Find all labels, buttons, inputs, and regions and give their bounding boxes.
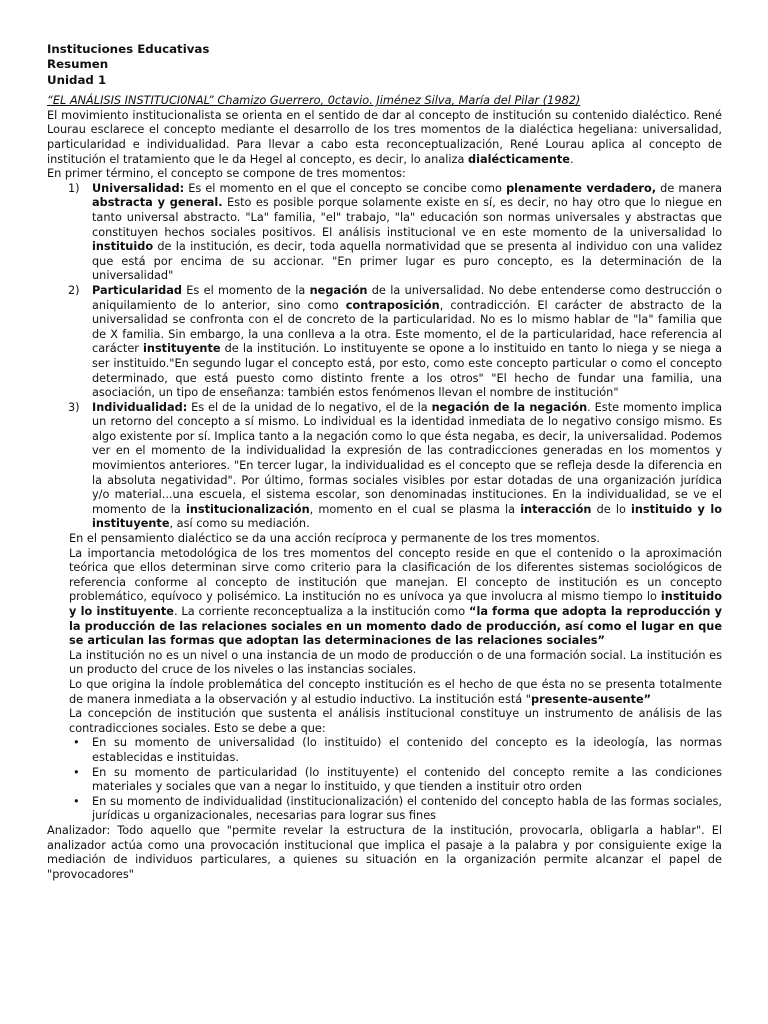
list-item-text: En su momento de individualidad (institucionalización) el contenido del concepto habla de las formas sociales, jurídicas u organizacionales, necesarias para lograr sus fines: [92, 794, 722, 823]
moment-title: Universalidad:: [92, 181, 185, 195]
moment-bold: interacción: [520, 502, 592, 516]
document-type: Resumen: [47, 57, 109, 72]
moment-text: de manera: [656, 181, 722, 195]
moment-number: 1): [68, 181, 80, 195]
origin-text: Lo que origina la índole problemática del concepto institución es el hecho de que ésta no se presenta totalmente de manera inmediata a la observación y al estudio inductivo. La institución está ": [69, 677, 722, 706]
list-item: [47, 736, 722, 765]
moment-text: Esto es posible porque solamente existe en sí, es decir, no hay otro que lo niegue en tanto universal abstracto. "La" familia, "el" trabajo, "la" educación son normas universales y abstractas que constituyen hechos sociales positivos. El análisis institucional ve en este momento de la universalidad lo: [92, 196, 723, 239]
moment-bold: institucionalización: [185, 502, 310, 516]
importance-quote: “la forma que adopta la reproducción y la producción de las relaciones sociales en un momento dado de producción, así como el lugar en que se articulan las formas que adoptan las determinaciones de las relaciones sociales”: [69, 605, 722, 648]
moment-bold: instituido: [92, 240, 154, 254]
moment-text: de la institución, es decir, toda aquella normatividad que se presenta al individuo con una validez que está por encima de su accionar. "En primer lugar es puro concepto, es la determinación de la universalidad": [92, 240, 722, 283]
moment-text: de lo: [591, 502, 631, 516]
moment-bold: negación de la negación: [431, 400, 588, 414]
moment-text: Es el momento de la: [181, 283, 310, 297]
moment-text: Es el momento en el que el concepto se concibe como: [184, 181, 507, 195]
origin-bold: presente-ausente”: [530, 692, 652, 706]
list-item-text: En su momento de universalidad (lo instituido) el contenido del concepto es la ideología, las normas establecidas e instituidas.: [92, 736, 722, 764]
level-paragraph: La institución no es un nivel o una instancia de un modo de producción o de una formación social. La institución es un producto del cruce de los niveles o las instancias sociales.: [69, 648, 722, 677]
course-title: Instituciones Educativas: [47, 42, 210, 56]
moment-text: , así como su mediación.: [169, 517, 310, 531]
moment-text: . Este momento implica un retorno del concepto a sí mismo. Lo individual es la identidad inmediata de lo negativo consigo mismo. Es algo existente por sí. Implica tanto a la negación como lo que ésta negaba, es decir, la universalidad. Podemos ver en el momento de la individualidad la expresión de las contradicciones generadas en los momentos y movimientos anteriores. "En tercer lugar, la individualidad es el concepto que se refleja desde la diferencia en la absoluta negatividad". Por último, formas sociales visibles por estar dotadas de una organización jurídica y/o material...una escuela, el sistema escolar, son denominadas instituciones. En la individualidad, se ve el momento de la: [92, 400, 722, 516]
moment-text: de la universalidad. No debe entenderse como destrucción o aniquilamiento de lo anterior, sino como: [92, 283, 723, 312]
moment-bold: contraposición: [345, 298, 440, 312]
origin-paragraph: [47, 678, 722, 707]
moments-list: [47, 182, 722, 532]
bullet-icon: •: [73, 736, 80, 750]
aspects-list: [47, 736, 722, 824]
moment-title: Individualidad:: [92, 400, 188, 414]
moment-bold: negación: [309, 283, 368, 297]
intro-paragraph: [47, 109, 722, 167]
bullet-icon: •: [73, 765, 80, 779]
moment-bold: instituido y lo instituyente: [92, 502, 723, 531]
moment-universalidad: [47, 182, 722, 284]
unit-label: Unidad 1: [47, 72, 107, 87]
importance-text: . La corriente reconceptualiza a la institución como: [173, 605, 470, 618]
list-item: [47, 766, 722, 795]
list-item-text: En su momento de particularidad (lo instituyente) el contenido del concepto remite a las condiciones materiales y sociales que van a negar lo instituido, y que tienden a instituir otro orden: [92, 765, 722, 794]
moment-text: de la institución. Lo instituyente se opone a lo instituido en tanto lo niega y se niega a ser instituido."En segundo lugar el concepto está, por esto, como este concepto particular o como el concepto determinado, que está puesto como distinto frente a los otros" "El hecho de fundar una familia, una asociación, un tipo de enseñanza: también estos fenómenos llevan el nombre de institución": [92, 342, 722, 400]
importance-paragraph: [47, 547, 722, 649]
moments-intro: En primer término, el concepto se compone de tres momentos:: [47, 167, 406, 181]
moment-title: Particularidad: [92, 283, 182, 297]
moment-number: 3): [68, 400, 80, 414]
importance-bold: instituido y lo instituyente: [69, 590, 722, 618]
dialectic-paragraph: En el pensamiento dialéctico se da una acción recíproca y permanente de los tres momentos.: [69, 532, 600, 546]
moment-text: , momento en el cual se plasma la: [309, 502, 521, 516]
source-citation: “EL ANÁLISIS INSTITUCI0NAL” Chamizo Guerrero, 0ctavio. Jiménez Silva, María del Pilar (1982): [47, 94, 581, 108]
bullet-icon: •: [73, 794, 80, 808]
moment-particularidad: [47, 284, 722, 401]
intro-text: El movimiento institucionalista se orienta en el sentido de dar al concepto de institución su contenido dialéctico. René Lourau esclarece el concepto mediante el desarrollo de los tres momentos de la dialéctica hegeliana: universalidad, particularidad e individualidad. Para llevar a cabo esta reconceptualización, René Lourau aplica al concepto de institución el tratamiento que le da Hegel al concepto, es decir, lo analiza: [47, 108, 722, 166]
analyzer-paragraph: Analizador: Todo aquello que "permite revelar la estructura de la institución, provocarla, obligarla a hablar". El analizador actúa como una provocación institucional que implica el pasaje a la palabra y por consiguiente exige la mediación de individuos particulares, a quienes su situación en la organización permite alcanzar el papel de "provocadores": [47, 823, 722, 881]
moment-individualidad: [47, 401, 722, 532]
conception-paragraph: La concepción de institución que sustenta el análisis institucional constituye un instrumento de análisis de las contradicciones sociales. Esto se debe a que:: [69, 707, 722, 735]
moment-bold: instituyente: [143, 342, 221, 356]
moment-text: Es el de la unidad de lo negativo, el de la: [187, 400, 432, 414]
importance-text: La importancia metodológica de los tres momentos del concepto reside en que el contenido o la aproximación teórica que ellos determinan sirve como criterio para la clasificación de los diferentes sistemas sociológicos de referencia conforme al concepto de institución que manejan. El concepto de institución es un concepto problemático, equívoco y polisémico. La institución no es unívoca ya que involucra al mismo tiempo lo: [69, 546, 722, 604]
moment-bold: abstracta y general.: [92, 196, 223, 210]
moment-text: , contradicción. El carácter de abstracto de la universalidad se confronta con el de concreto de la particularidad. No es lo mismo hablar de "la" familia que de X familia. Sin embargo, la una conlleva a la otra. Este momento, el de la particularidad, hace referencia al carácter: [92, 298, 722, 356]
intro-bold: dialécticamente: [467, 152, 570, 166]
moment-number: 2): [68, 283, 80, 297]
intro-end: .: [569, 152, 574, 166]
list-item: [47, 795, 722, 824]
moment-bold: plenamente verdadero,: [506, 181, 657, 195]
